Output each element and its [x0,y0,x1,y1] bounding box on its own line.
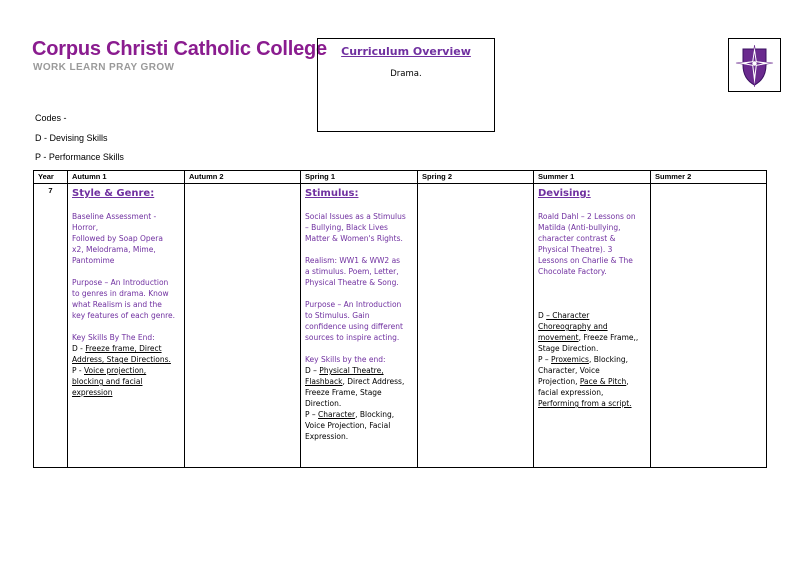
spring-1-cell [301,184,418,468]
text-line: Voice Projection, Facial [305,421,391,430]
text-line: Social Issues as a Stimulus [305,212,406,221]
text-line [305,376,413,387]
text-line: Physical Theatre & Song. [305,278,399,287]
year-cell: 7 [34,184,68,468]
text-run: D - [72,344,86,353]
text-line: to Stimulus. Gain [305,311,370,320]
text-line: facial expression, [538,388,604,397]
text-run: – Character [546,311,590,320]
header-year: Year [34,171,68,184]
text-line: a stimulus. Poem, Letter, [305,267,399,276]
header-summer-2: Summer 2 [651,171,767,184]
text-line: Matter & Women's Rights. [305,234,403,243]
text-line [72,365,180,376]
text-run: Flashback [305,377,343,386]
text-run: Proxemics [551,355,589,364]
text-run: P - [72,366,84,375]
text-run: Voice projection, [84,366,147,375]
text-run: movement [538,333,579,342]
text-line: Matilda (Anti-bullying, [538,223,621,232]
text-line [538,376,646,387]
summer-1-cell [534,184,651,468]
text-line: expression [72,388,113,397]
autumn-1-title: Style & Genre: [72,188,155,199]
text-run: , [626,377,629,386]
header-summer-1: Summer 1 [534,171,651,184]
header-autumn-2: Autumn 2 [185,171,301,184]
autumn-2-cell [185,184,301,468]
text-run: P – [305,410,319,419]
text-line [538,310,646,321]
text-line: Horror, [72,223,99,232]
text-line: Choreography and [538,322,608,331]
curriculum-table [33,170,767,468]
text-line: Performing from a script. [538,399,632,408]
text-line: Purpose – An Introduction [72,278,169,287]
text-line: to genres in drama. Know [72,289,169,298]
text-line: Pantomime [72,256,115,265]
text-line [72,343,180,354]
text-run: D – [305,366,320,375]
text-run: , Blocking, [355,410,395,419]
spring-2-cell [418,184,534,468]
school-name: Corpus Christi Catholic College [32,38,327,60]
text-line: what Realism is and the [72,300,162,309]
text-line: Physical Theatre). 3 [538,245,613,254]
text-line: Chocolate Factory. [538,267,607,276]
text-line: blocking and facial [72,377,143,386]
text-line: Character, Voice [538,366,600,375]
table-row [34,184,767,468]
text-line: Expression. [305,432,349,441]
overview-title: Curriculum Overview [341,45,471,58]
text-line: x2, Melodrama, Mime, [72,245,156,254]
spring-1-title: Stimulus: [305,188,359,199]
curriculum-overview-box [317,38,495,132]
text-run: , Blocking, [588,355,629,364]
text-line [538,332,646,343]
text-line: – Bullying, Black Lives [305,223,388,232]
text-run: Projection, [538,377,580,386]
text-line [305,409,413,420]
school-motto: WORK LEARN PRAY GROW [33,62,175,73]
autumn-1-cell [68,184,185,468]
text-line [538,354,646,365]
text-line: Realism: WW1 & WW2 as [305,256,401,265]
text-line: Address, Stage Directions. [72,355,171,364]
school-crest [728,38,781,92]
text-line: Key Skills By The End: [72,333,155,342]
text-line: Baseline Assessment - [72,212,157,221]
text-run: D [538,311,547,320]
text-run: P – [538,355,552,364]
crest-icon [729,39,780,91]
codes-heading: Codes - [35,113,67,123]
text-run: , Direct Address, [342,377,405,386]
text-run: , Freeze Frame,, [578,333,639,342]
text-line: key features of each genre. [72,311,176,320]
header-spring-2: Spring 2 [418,171,534,184]
text-line: Followed by Soap Opera [72,234,163,243]
text-line [305,365,413,376]
table-header-row [34,171,767,184]
code-devising: D - Devising Skills [35,133,108,143]
text-line: sources to inspire acting. [305,333,400,342]
code-performance: P - Performance Skills [35,152,124,162]
header-spring-1: Spring 1 [301,171,418,184]
header-autumn-1: Autumn 1 [68,171,185,184]
text-run: Physical Theatre, [319,366,384,375]
subject-name: Drama. [390,69,422,79]
text-run: Freeze frame, Direct [85,344,162,353]
text-line: Direction. [305,399,342,408]
summer-2-cell [651,184,767,468]
text-line: character contrast & [538,234,616,243]
text-run: Character [318,410,356,419]
text-line: confidence using different [305,322,403,331]
text-line: Stage Direction. [538,344,599,353]
text-line: Roald Dahl – 2 Lessons on [538,212,636,221]
text-line: Freeze Frame, Stage [305,388,382,397]
text-run: Pace & Pitch [579,377,627,386]
summer-1-title: Devising: [538,188,591,199]
text-line: Lessons on Charlie & The [538,256,633,265]
text-line: Key Skills by the end: [305,355,386,364]
text-line: Purpose – An Introduction [305,300,402,309]
